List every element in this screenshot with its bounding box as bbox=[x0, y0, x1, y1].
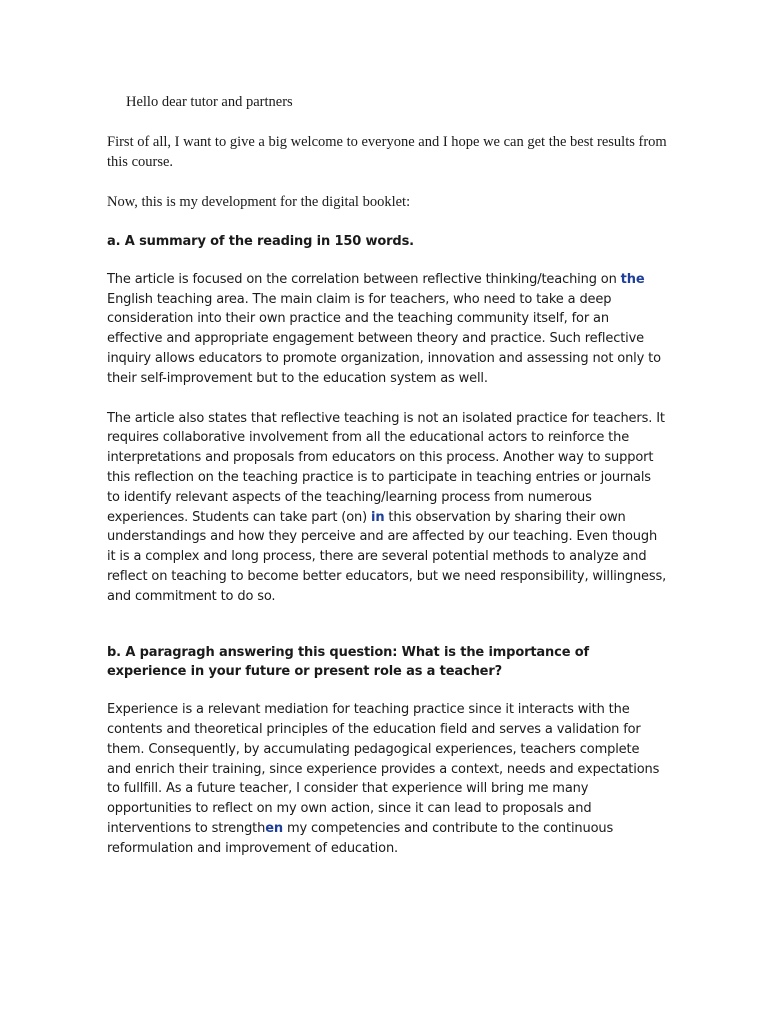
correction-mark-in: in bbox=[371, 509, 385, 525]
document-page bbox=[107, 92, 667, 859]
summary-paragraph-2-text-start: The article also states that reflective teaching is not an isolated practice for teachers. It requires collaborative involvement from all the educational actors to reinforce the interpretations and proposals from educators on this process. Another way to support this reflection on the teaching practice is to participate in teaching entries or journals to identify relevant aspects of the teaching/learning process from numerous experiences. Students can take part (on) bbox=[107, 410, 665, 525]
correction-mark-en: en bbox=[265, 820, 283, 836]
experience-paragraph bbox=[107, 700, 667, 858]
heading-a: a. A summary of the reading in 150 words. bbox=[107, 234, 414, 249]
booklet-line: Now, this is my development for the digital booklet: bbox=[107, 194, 411, 210]
summary-paragraph-1-text-start: The article is focused on the correlation between reflective thinking/teaching on bbox=[107, 271, 621, 287]
correction-mark-the: the bbox=[620, 271, 645, 287]
summary-paragraph-2 bbox=[107, 409, 667, 607]
experience-paragraph-text-end: my competencies and contribute to the continuous reformulation and improvement of education. bbox=[107, 820, 614, 856]
intro-paragraph: First of all, I want to give a big welcome to everyone and I hope we can get the best results from this course. bbox=[107, 134, 667, 170]
experience-paragraph-text-start: Experience is a relevant mediation for teaching practice since it interacts with the contents and theoretical principles of the education field and serves a validation for them. Consequently, by accumulating pedagogical experiences, teachers complete and enrich their training, since experience provides a context, needs and expectations to fullfill. As a future teacher, I consider that experience will bring me many opportunities to reflect on my own action, since it can lead to proposals and interventions to strength bbox=[107, 702, 660, 836]
summary-paragraph-2-text-end: this observation by sharing their own understandings and how they perceive and are affected by our teaching. Even though it is a complex and long process, there are several potential methods to analyze and reflect on teaching to become better educators, but we need responsibility, willingness, and commitment to do so. bbox=[107, 509, 667, 604]
heading-b: b. A paragragh answering this question: What is the importance of experience in your future or present role as a teacher? bbox=[107, 644, 590, 680]
greeting-line: Hello dear tutor and partners bbox=[126, 94, 293, 110]
summary-paragraph-1 bbox=[107, 270, 667, 389]
summary-paragraph-1-text-end: English teaching area. The main claim is for teachers, who need to take a deep consideration into their own practice and the teaching community itself, for an effective and appropriate engagement between theory and practice. Such reflective inquiry allows educators to promote organization, innovation and assessing not only to their self-improvement but to the education system as well. bbox=[107, 291, 661, 386]
